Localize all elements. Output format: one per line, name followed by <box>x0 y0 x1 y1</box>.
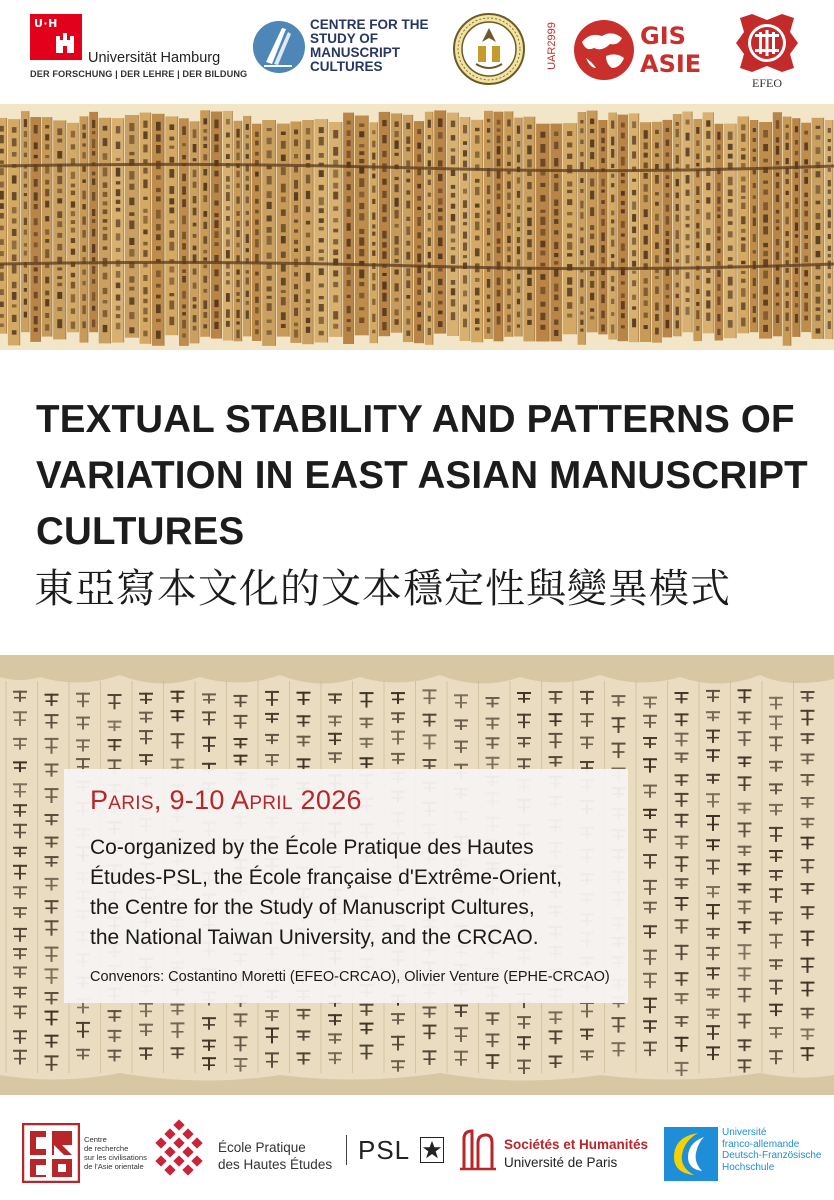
organizers-line: Co-organized by the École Pratique des Hautes <box>90 836 534 859</box>
event-date: Paris, 9-10 April 2026 <box>90 785 362 815</box>
uhh-motto: DER FORSCHUNG | DER LEHRE | DER BILDUNG <box>30 69 248 79</box>
organizers-line: Études-PSL, the École française d'Extrême-Orient, <box>90 866 563 889</box>
footer-logo-bar <box>0 1105 834 1200</box>
efeo-emblem-icon <box>732 12 802 74</box>
csmc-quill-icon <box>252 20 306 74</box>
globe-icon <box>572 18 636 82</box>
ephe-logo[interactable] <box>150 1119 340 1185</box>
efeo-logo[interactable] <box>728 12 806 92</box>
event-organizers <box>90 833 630 953</box>
ntu-seal-icon[interactable] <box>452 12 526 86</box>
uhh-mark <box>30 14 82 60</box>
ufa-logo[interactable] <box>664 1121 834 1187</box>
organizers-line: the National Taiwan University, and the CRCAO. <box>90 926 539 949</box>
csmc-line: MANUSCRIPT <box>310 45 400 60</box>
gis-code <box>547 16 557 80</box>
ufa-line: Hochschule <box>722 1161 775 1173</box>
ephe-diamond-icon <box>150 1119 208 1181</box>
crcao-line: sur les civilisations <box>84 1153 147 1162</box>
csmc-logo[interactable] <box>252 16 442 82</box>
societes-line2: Université de Paris <box>504 1155 618 1170</box>
castle-icon <box>54 32 76 54</box>
csmc-line: CENTRE FOR THE <box>310 17 429 32</box>
csmc-name <box>310 18 429 74</box>
efeo-name: EFEO <box>752 76 782 90</box>
uhh-name: Universität Hamburg <box>88 50 221 66</box>
societes-line1: Sociétés et Humanités <box>504 1137 649 1152</box>
gis-line1: GIS <box>640 22 686 50</box>
gis-code-text: UAR2999 <box>546 22 558 70</box>
crcao-name <box>84 1135 147 1171</box>
gis-asie-logo[interactable] <box>560 14 700 84</box>
organizers-line: the Centre for the Study of Manuscript Cultures, <box>90 896 535 919</box>
crcao-line: de recherche <box>84 1144 129 1153</box>
ufa-line: Université <box>722 1127 767 1138</box>
ephe-name <box>218 1139 332 1173</box>
event-info-box <box>64 769 628 1003</box>
ufa-line: franco-allemande <box>722 1138 800 1150</box>
societes-emblem-icon <box>458 1129 498 1171</box>
ephe-line: École Pratique <box>218 1140 306 1155</box>
ufa-name <box>722 1127 821 1173</box>
psl-logo[interactable] <box>358 1133 448 1167</box>
uhh-logo[interactable] <box>30 14 248 84</box>
header-logo-bar <box>0 0 834 100</box>
logo-divider <box>346 1135 347 1165</box>
crcao-logo[interactable] <box>22 1123 147 1185</box>
ephe-line: des Hautes Études <box>218 1157 333 1172</box>
psl-name: PSL <box>358 1135 411 1165</box>
event-convenors: Convenors: Costantino Moretti (EFEO-CRCAO), Olivier Venture (EPHE-CRCAO) <box>90 969 610 985</box>
crcao-line: Centre <box>84 1135 107 1144</box>
csmc-line: CULTURES <box>310 59 383 74</box>
page-title-chinese: 東亞寫本文化的文本穩定性與變異模式 <box>34 566 731 612</box>
uhh-mark-text: U·H <box>34 17 58 30</box>
page-title: TEXTUAL STABILITY AND PATTERNS OF VARIATION IN EAST ASIAN MANUSCRIPT CULTURES <box>36 398 808 553</box>
star-icon <box>420 1137 444 1163</box>
crcao-line: de l'Asie orientale <box>84 1162 144 1171</box>
csmc-line: STUDY OF <box>310 31 379 46</box>
ufa-emblem-icon <box>664 1127 718 1181</box>
societes-humanites-logo[interactable] <box>458 1129 658 1175</box>
crcao-emblem-icon <box>22 1123 80 1183</box>
ufa-line: Deutsch-Französische <box>722 1150 822 1161</box>
gis-line2: ASIE <box>640 50 702 78</box>
bamboo-slips-image <box>0 104 834 350</box>
